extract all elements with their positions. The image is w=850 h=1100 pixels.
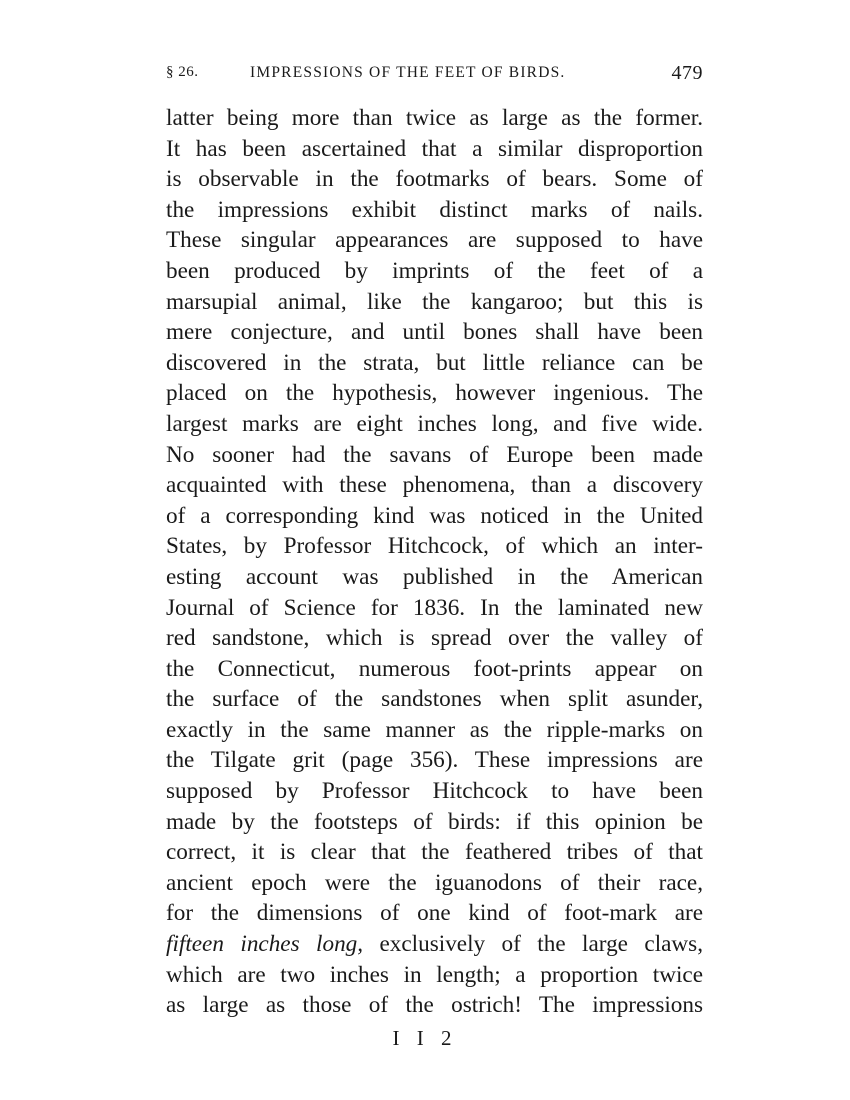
text-line: is observable in the footmarks of bears. Some of: [166, 166, 703, 193]
text-line: No sooner had the savans of Europe been made: [166, 441, 703, 468]
text-line-rest: exclusively of the large claws,: [363, 931, 703, 958]
text-line: It has been ascertained that a similar disproportion: [166, 135, 703, 162]
text-line: marsupial animal, like the kangaroo; but this is: [166, 288, 703, 315]
text-line: mere conjecture, and until bones shall have been: [166, 319, 703, 346]
page-number: 479: [671, 62, 703, 84]
text-line: which are two inches in length; a proportion twice: [166, 961, 703, 988]
text-line: the impressions exhibit distinct marks of nails.: [166, 196, 703, 223]
body-text: [166, 103, 703, 1021]
text-line: largest marks are eight inches long, and five wide.: [166, 410, 703, 437]
text-line: These singular appearances are supposed to have: [166, 227, 703, 254]
text-line: [166, 929, 703, 960]
text-line: latter being more than twice as large as the former.: [166, 105, 703, 131]
text-line: red sandstone, which is spread over the valley of: [166, 625, 703, 652]
text-line: made by the footsteps of birds: if this opinion be: [166, 808, 703, 835]
text-line: Journal of Science for 1836. In the laminated new: [166, 594, 703, 621]
text-line: placed on the hypothesis, however ingenious. The: [166, 380, 703, 407]
text-line: correct, it is clear that the feathered tribes of that: [166, 839, 703, 866]
text-line: for the dimensions of one kind of foot-mark are: [166, 900, 703, 927]
italic-phrase: fifteen inches long,: [166, 931, 364, 958]
text-line: discovered in the strata, but little reliance can be: [166, 349, 703, 376]
text-line: the Tilgate grit (page 356). These impressions are: [166, 747, 703, 774]
running-head: [166, 62, 703, 88]
text-line: as large as those of the ostrich! The impressions: [166, 992, 703, 1019]
text-line: been produced by imprints of the feet of a: [166, 257, 703, 284]
text-line: acquainted with these phenomena, than a discovery: [166, 472, 703, 499]
text-line: States, by Professor Hitchcock, of which an inter-: [166, 533, 703, 560]
running-title: IMPRESSIONS OF THE FEET OF BIRDS.: [250, 64, 566, 81]
text-line: the surface of the sandstones when split asunder,: [166, 686, 703, 713]
text-line: esting account was published in the American: [166, 563, 703, 590]
text-line: supposed by Professor Hitchcock to have been: [166, 778, 703, 805]
text-line: exactly in the same manner as the ripple-marks on: [166, 716, 703, 743]
section-number: § 26.: [166, 64, 199, 80]
text-line: of a corresponding kind was noticed in the United: [166, 502, 703, 529]
text-line: the Connecticut, numerous foot-prints appear on: [166, 655, 703, 682]
text-line: ancient epoch were the iguanodons of their race,: [166, 869, 703, 896]
signature-mark: I I 2: [392, 1026, 458, 1050]
